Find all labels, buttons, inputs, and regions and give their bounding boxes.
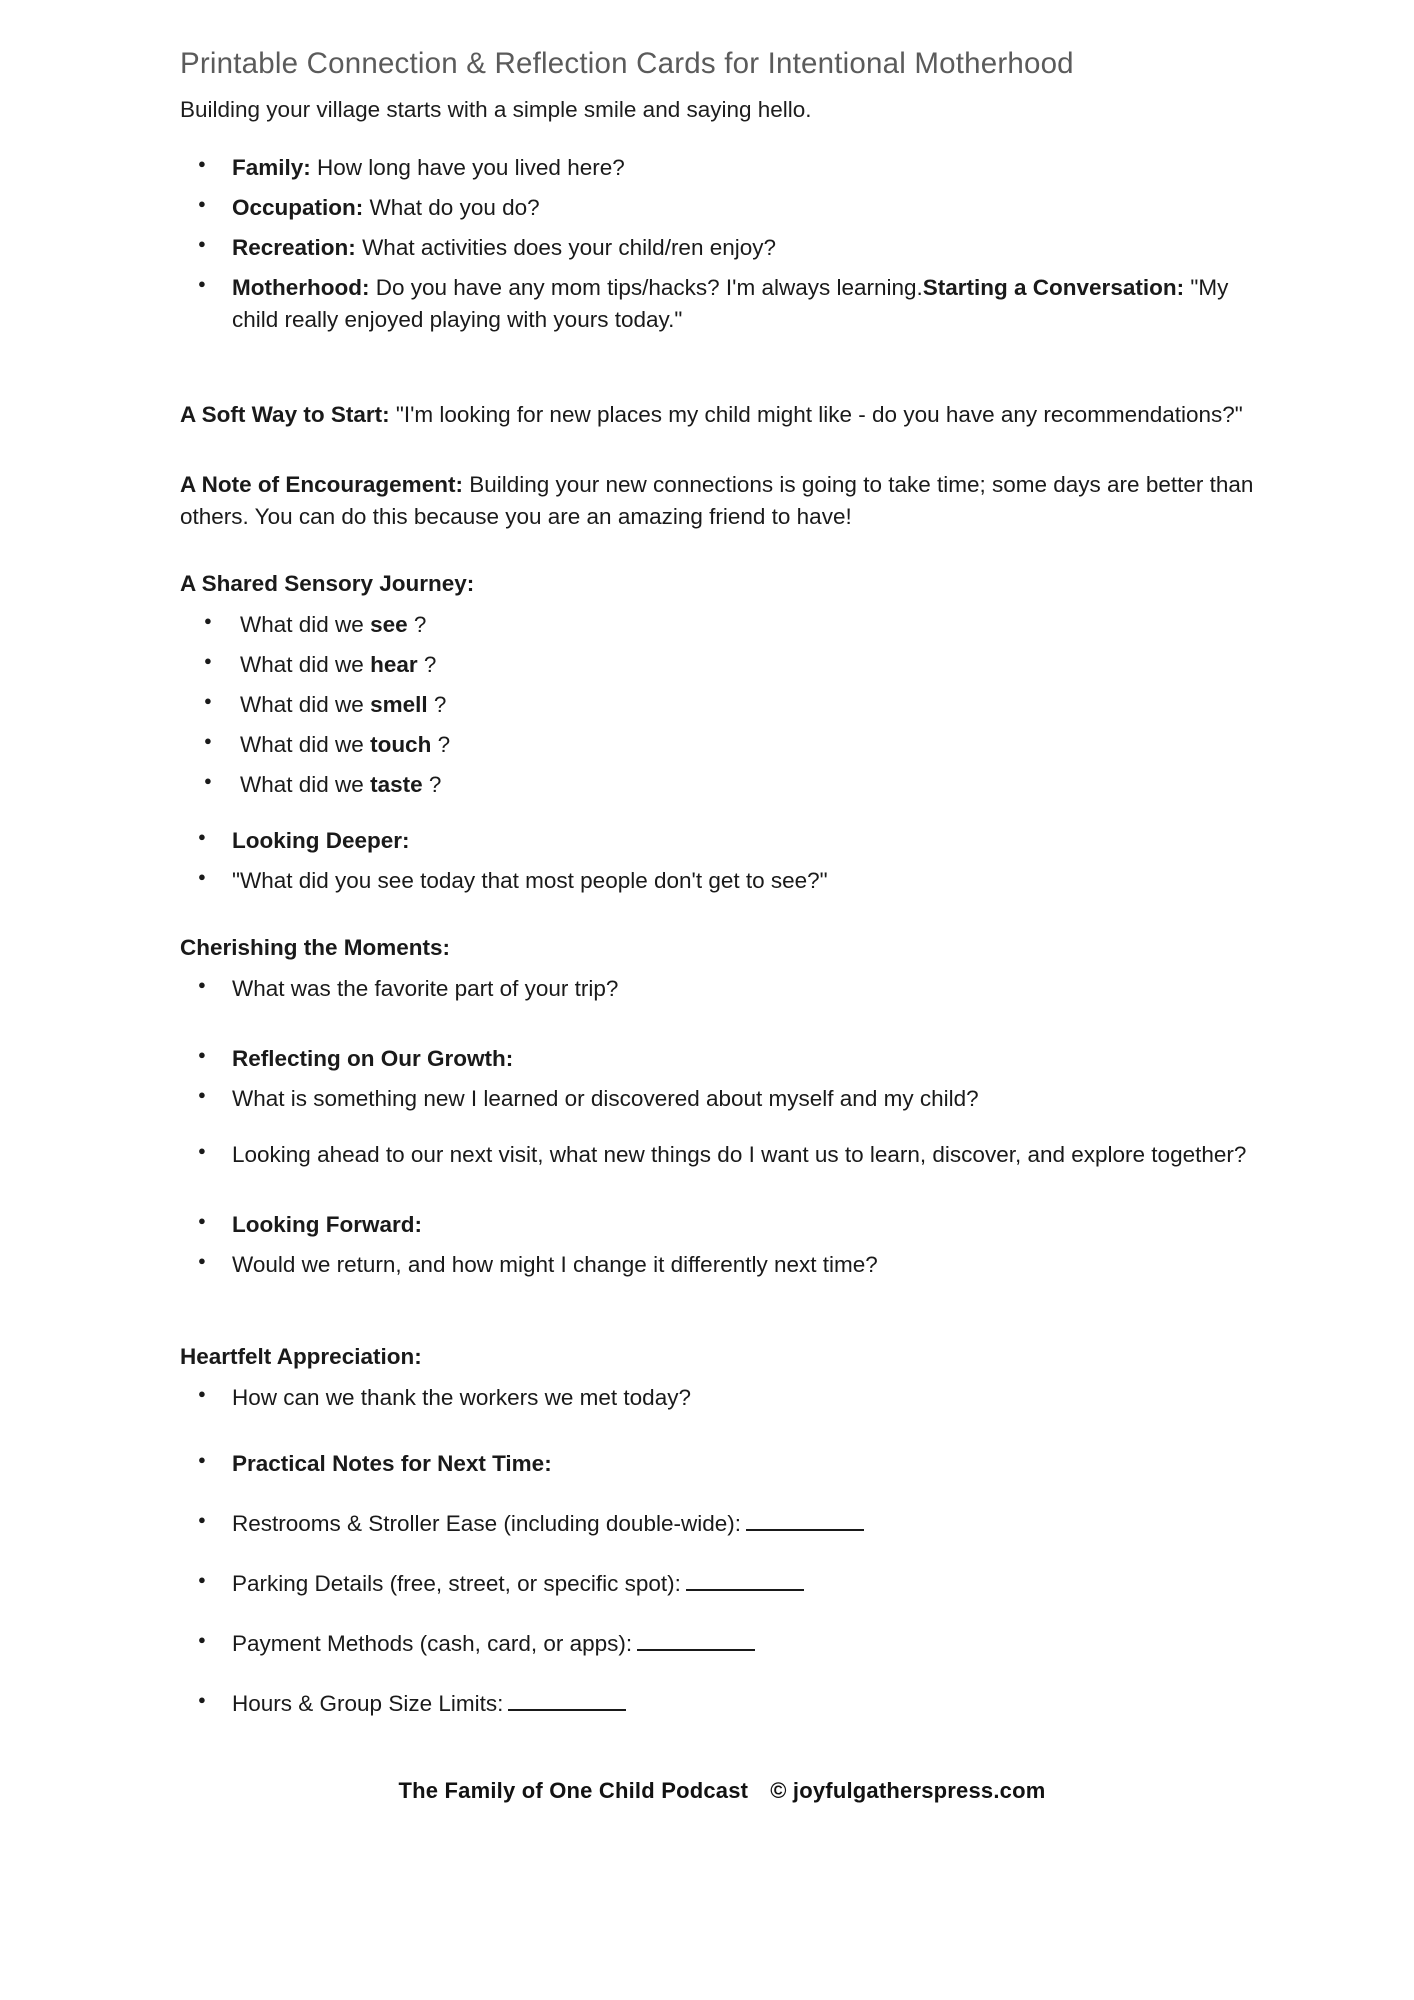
spacer — [180, 809, 1264, 825]
page-subtitle: Building your village starts with a simple smile and saying hello. — [180, 97, 812, 123]
sensory-word: smell — [370, 692, 428, 718]
list-item — [180, 1249, 1264, 1281]
intro-item-text: Do you have any mom tips/hacks? I'm always learning. — [375, 274, 923, 300]
sensory-prompt-prefix: What did we — [240, 732, 364, 758]
list-item — [180, 1508, 1264, 1540]
spacer — [180, 439, 1264, 469]
list-item — [180, 729, 1264, 761]
sensory-word: see — [370, 612, 408, 638]
appreciation-item-text: How can we thank the workers we met today? — [232, 1385, 691, 1411]
page-title: Printable Connection & Reflection Cards for Intentional Motherhood — [180, 47, 1074, 80]
list-item — [180, 272, 1264, 336]
practical-item-text: Parking Details (free, street, or specific spot): — [232, 1571, 681, 1597]
fill-in-blank[interactable] — [746, 1510, 864, 1531]
fill-in-blank[interactable] — [637, 1630, 755, 1651]
spacer — [180, 343, 1264, 399]
intro-item-label: Motherhood: — [232, 274, 370, 300]
intro-item-label-secondary: Starting a Conversation: — [922, 274, 1185, 300]
intro-item-text: How long have you lived here? — [317, 154, 625, 180]
intro-item-text: What activities does your child/ren enjoy? — [362, 234, 777, 260]
list-item — [180, 689, 1264, 721]
spacer — [180, 1123, 1264, 1139]
list-item — [180, 1448, 1264, 1480]
list-item — [180, 865, 1264, 897]
growth-list-secondary — [180, 1139, 1264, 1171]
looking-forward-item-text: Would we return, and how might I change it differently next time? — [232, 1251, 878, 1277]
list-item — [180, 1688, 1264, 1720]
list-item — [180, 1568, 1264, 1600]
sensory-prompt-suffix: ? — [433, 692, 447, 718]
list-item — [180, 769, 1264, 801]
intro-item-label: Family: — [232, 154, 311, 180]
intro-question-list — [180, 152, 1264, 336]
sensory-prompt-prefix: What did we — [240, 692, 364, 718]
fill-in-blank[interactable] — [508, 1690, 626, 1711]
list-item — [180, 1628, 1264, 1660]
spacer — [180, 1288, 1264, 1344]
sensory-prompt-prefix: What did we — [240, 652, 364, 678]
encouragement-text: Building your new connections is going to take time; some days are better than others. You can do this because you are an amazing friend to have! — [180, 472, 1254, 530]
sensory-heading: A Shared Sensory Journey: — [180, 571, 475, 597]
sensory-question-list — [180, 609, 1264, 801]
growth-item-text: What is something new I learned or discovered about myself and my child? — [232, 1085, 979, 1111]
practical-notes-list — [180, 1448, 1264, 1720]
sensory-prompt-suffix: ? — [437, 732, 451, 758]
sensory-prompt-suffix: ? — [428, 772, 442, 798]
spacer — [180, 1013, 1264, 1043]
growth-list — [180, 1043, 1264, 1115]
sensory-word: hear — [370, 652, 418, 678]
looking-deeper-label: Looking Deeper: — [232, 827, 410, 853]
encouragement-paragraph — [180, 469, 1264, 533]
sensory-word: touch — [370, 732, 432, 758]
intro-item-label: Occupation: — [232, 194, 364, 220]
sensory-prompt-prefix: What did we — [240, 772, 364, 798]
appreciation-heading: Heartfelt Appreciation: — [180, 1344, 422, 1370]
sensory-prompt-suffix: ? — [413, 612, 427, 638]
intro-item-text: What do you do? — [369, 194, 540, 220]
practical-notes-label: Practical Notes for Next Time: — [232, 1451, 552, 1477]
practical-item-text: Hours & Group Size Limits: — [232, 1691, 504, 1717]
spacer — [180, 1179, 1264, 1209]
practical-item-text: Payment Methods (cash, card, or apps): — [232, 1631, 633, 1657]
footer-copyright: © joyfulgatherspress.com — [770, 1778, 1046, 1804]
list-item — [180, 825, 1264, 857]
sensory-word: taste — [370, 772, 423, 798]
list-item — [180, 1209, 1264, 1241]
growth-item-text: Looking ahead to our next visit, what new things do I want us to learn, discover, and explore together? — [232, 1141, 1247, 1167]
encouragement-label: A Note of Encouragement: — [180, 472, 463, 498]
list-item — [180, 192, 1264, 224]
list-item — [180, 1139, 1264, 1171]
practical-item-text: Restrooms & Stroller Ease (including double-wide): — [232, 1511, 741, 1537]
footer-podcast-name: The Family of One Child Podcast — [398, 1778, 749, 1804]
list-item — [180, 1083, 1264, 1115]
spacer — [180, 541, 1264, 571]
list-item — [180, 973, 1264, 1005]
page-footer — [180, 1778, 1264, 1804]
fill-in-blank[interactable] — [686, 1570, 804, 1591]
soft-start-paragraph — [180, 399, 1264, 431]
appreciation-list — [180, 1382, 1264, 1414]
spacer — [180, 1432, 1264, 1448]
list-item — [180, 609, 1264, 641]
looking-deeper-text: "What did you see today that most people don't get to see?" — [232, 867, 828, 893]
cherishing-heading: Cherishing the Moments: — [180, 934, 451, 960]
intro-item-label: Recreation: — [232, 234, 356, 260]
cherishing-list — [180, 973, 1264, 1005]
looking-forward-label: Looking Forward: — [232, 1211, 422, 1237]
list-item — [180, 1043, 1264, 1075]
list-item — [180, 152, 1264, 184]
spacer — [180, 905, 1264, 935]
looking-forward-list — [180, 1209, 1264, 1281]
sensory-prompt-suffix: ? — [423, 652, 437, 678]
intro-item-text-secondary: "My child really enjoyed playing with yours today." — [232, 274, 1229, 332]
list-item — [180, 1382, 1264, 1414]
sensory-prompt-prefix: What did we — [240, 612, 364, 638]
looking-deeper-list — [180, 825, 1264, 897]
soft-start-text: "I'm looking for new places my child might like - do you have any recommendations?" — [395, 402, 1243, 428]
list-item — [180, 232, 1264, 264]
list-item — [180, 649, 1264, 681]
growth-label: Reflecting on Our Growth: — [232, 1045, 514, 1071]
cherishing-item-text: What was the favorite part of your trip? — [232, 975, 619, 1001]
soft-start-label: A Soft Way to Start: — [180, 402, 390, 428]
